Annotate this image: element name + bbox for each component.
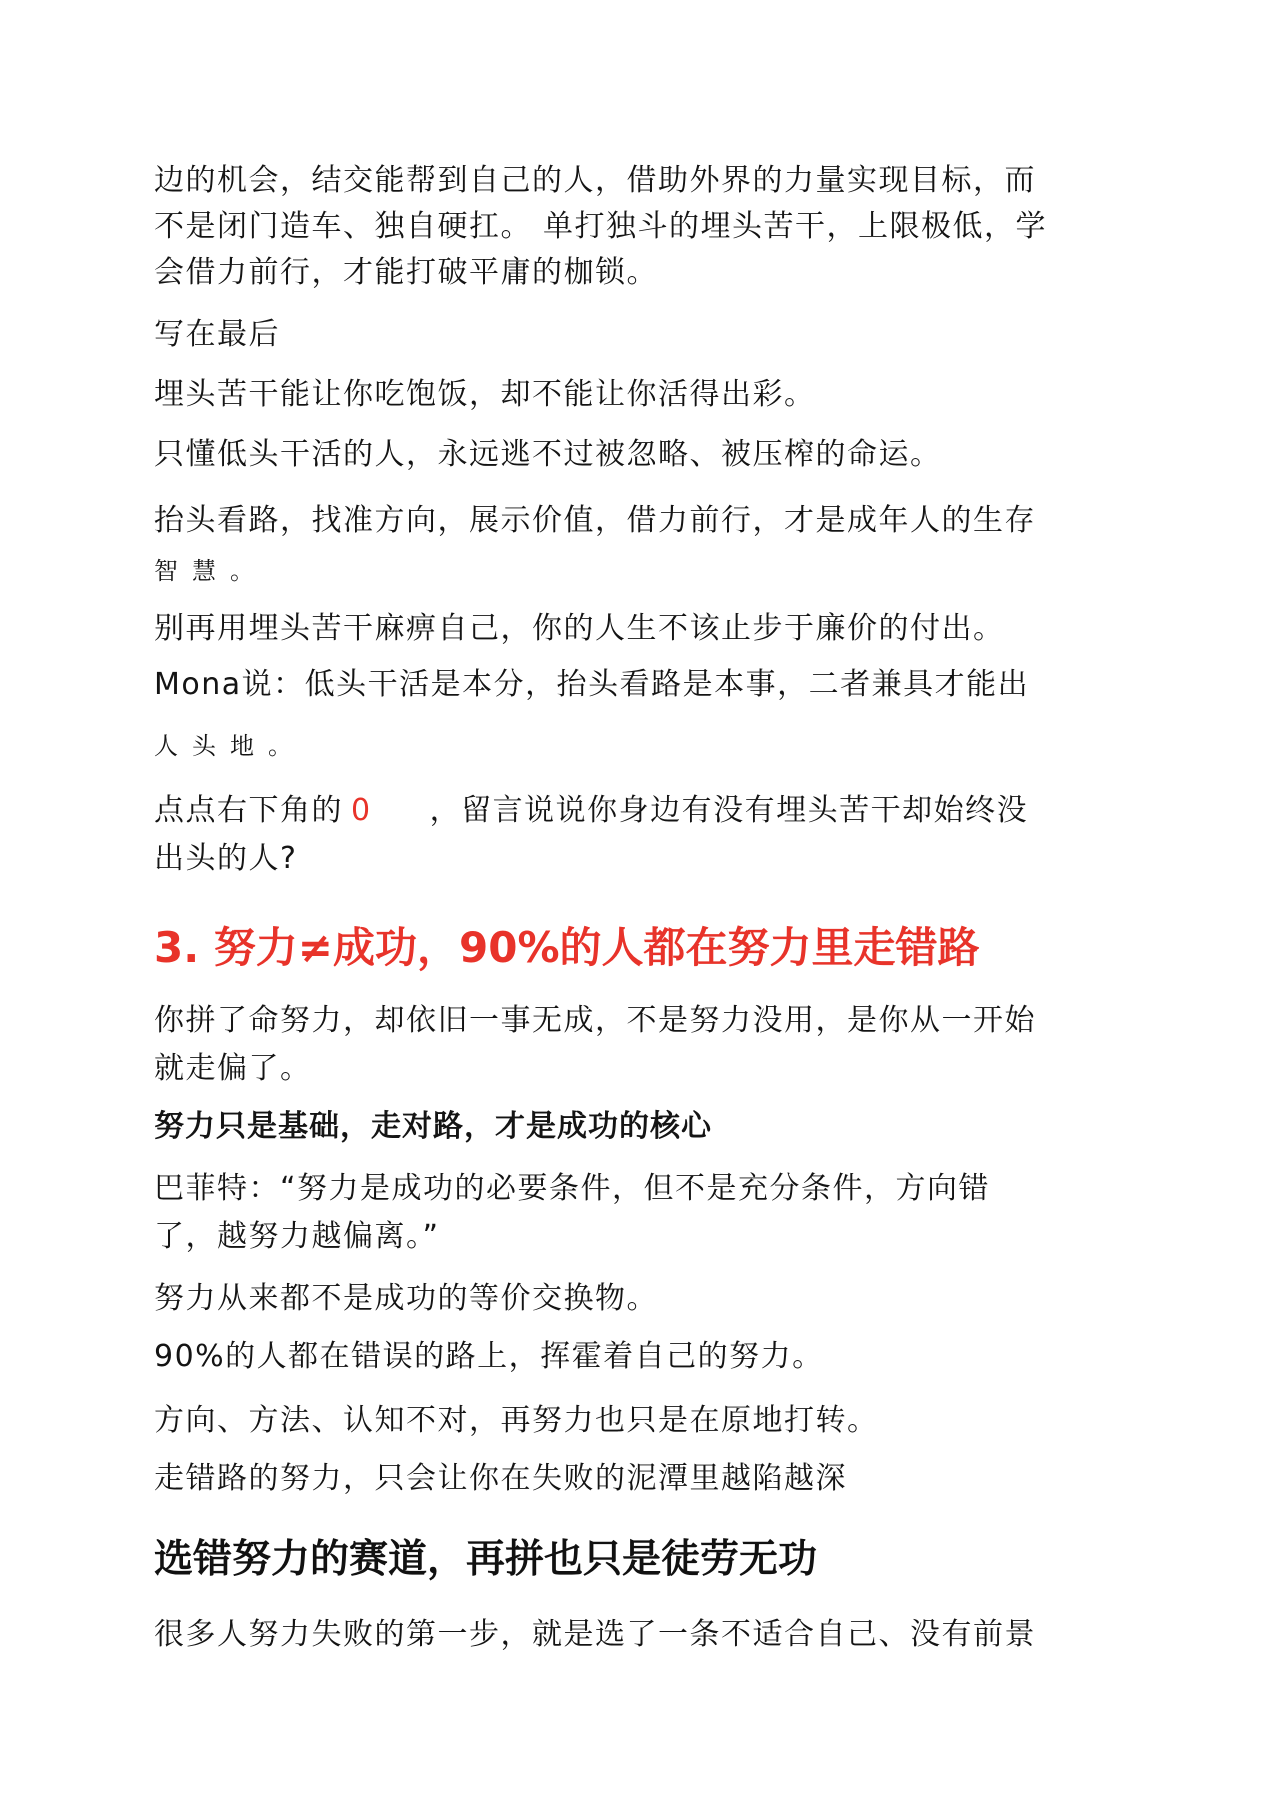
- paragraph-line: 走错路的努力，只会让你在失败的泥潭里越陷越深: [154, 1461, 847, 1496]
- paragraph-line: 就走偏了。: [154, 1051, 312, 1086]
- cta-prefix: 点点右下角的: [154, 793, 343, 828]
- paragraph-line: 边的机会，结交能帮到自己的人，借助外界的力量实现目标，而: [154, 163, 1036, 198]
- section-heading: 3. 努力≠成功，90%的人都在努力里走错路: [154, 923, 980, 972]
- paragraph-line: 90%的人都在错误的路上，挥霍着自己的努力。: [154, 1339, 824, 1374]
- paragraph-line: 抬头看路，找准方向，展示价值，借力前行，才是成年人的生存: [154, 503, 1036, 538]
- paragraph-line: 不是闭门造车、独自硬扛。 单打独斗的埋头苦干，上限极低，学: [154, 209, 1048, 244]
- section-heading: 选错努力的赛道，再拼也只是徒劳无功: [154, 1537, 818, 1582]
- cta-suffix: ，留言说说你身边有没有埋头苦干却始终没: [429, 793, 1029, 828]
- like-count: 0: [351, 793, 372, 828]
- paragraph-line: Mona说：低头干活是本分，抬头看路是本事，二者兼具才能出: [154, 667, 1030, 702]
- paragraph-line: 智慧。: [154, 557, 268, 585]
- paragraph-line: 会借力前行，才能打破平庸的枷锁。: [154, 255, 658, 290]
- subheading: 努力只是基础，走对路，才是成功的核心: [154, 1109, 712, 1144]
- paragraph-line: 只懂低头干活的人，永远逃不过被忽略、被压榨的命运。: [154, 437, 942, 472]
- paragraph-line: 方向、方法、认知不对，再努力也只是在原地打转。: [154, 1403, 879, 1438]
- paragraph-line: 埋头苦干能让你吃饱饭，却不能让你活得出彩。: [154, 377, 816, 412]
- quote-line: 巴菲特：“努力是成功的必要条件，但不是充分条件，方向错: [154, 1171, 991, 1206]
- paragraph-line: 出头的人?: [154, 841, 298, 876]
- quote-line: 了，越努力越偏离。”: [154, 1219, 440, 1254]
- paragraph-line: 你拼了命努力，却依旧一事无成，不是努力没用，是你从一开始: [154, 1003, 1036, 1038]
- paragraph-line: 很多人努力失败的第一步，就是选了一条不适合自己、没有前景: [154, 1617, 1036, 1652]
- section-label: 写在最后: [154, 317, 280, 352]
- paragraph-line: [154, 788, 1028, 834]
- paragraph-line: 努力从来都不是成功的等价交换物。: [154, 1281, 658, 1316]
- paragraph-line: 人头地。: [154, 732, 306, 760]
- paragraph-line: 别再用埋头苦干麻痹自己，你的人生不该止步于廉价的付出。: [154, 611, 1005, 646]
